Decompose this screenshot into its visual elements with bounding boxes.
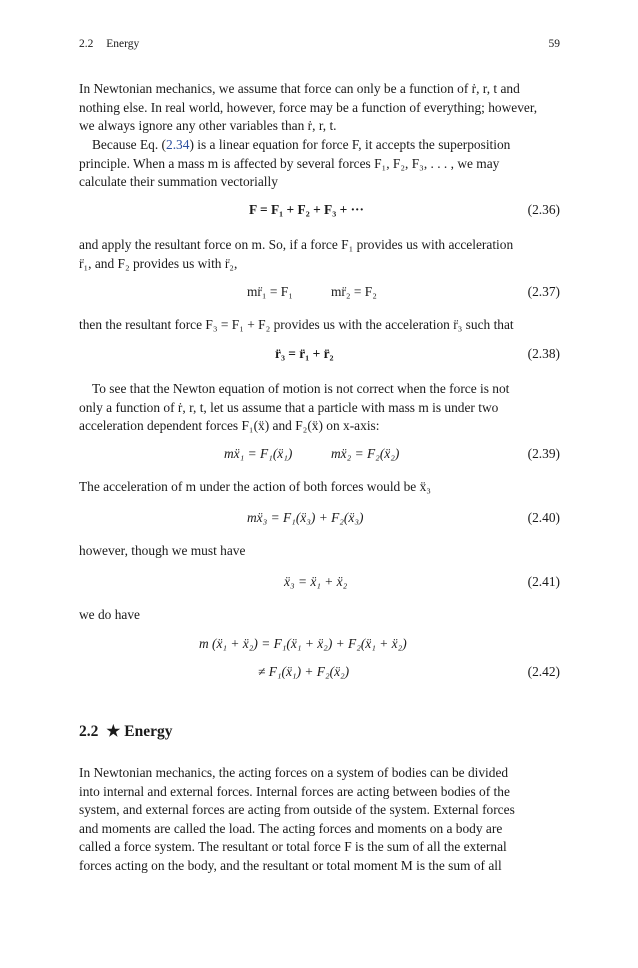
section-number: 2.2: [79, 723, 99, 740]
equation-2-42-line-2: [79, 664, 560, 684]
equation-body: ẍ₃ = ẍ₁ + ẍ₂: [284, 574, 348, 589]
paragraph-6: [79, 478, 560, 497]
text-line: system, and external forces are acting from outside of the system. External forces: [79, 802, 515, 818]
equation-body: m (ẍ₁ + ẍ₂) = F₁(ẍ₁ + ẍ₂) + F₂(ẍ₁ + ẍ₂): [199, 636, 407, 651]
running-header: [79, 38, 560, 54]
equation-number: (2.40): [527, 510, 560, 525]
text-line: into internal and external forces. Internal forces are acting between bodies of the: [79, 783, 510, 799]
header-section-title: Energy: [106, 38, 140, 50]
equation-number: (2.36): [527, 202, 560, 217]
equation-2-40: [79, 510, 560, 530]
equation-number: (2.42): [527, 664, 560, 679]
paragraph-5: [79, 380, 560, 436]
section-title: Energy: [124, 723, 173, 740]
paragraph-1: [79, 80, 560, 136]
equation-reference-link[interactable]: 2.34: [166, 137, 190, 152]
text-line: In Newtonian mechanics, we assume that force can only be a function of ṙ, r, t and: [79, 81, 520, 96]
text-line: r̈₁, and F₂ provides us with r̈₂,: [79, 255, 238, 271]
equation-left: mr̈₁ = F₁: [247, 284, 293, 299]
equation-body: r̈₃ = r̈₁ + r̈₂: [275, 346, 334, 361]
text-line: called a force system. The resultant or total force F is the sum of all the external: [79, 839, 507, 855]
equation-number: (2.37): [527, 284, 560, 299]
equation-2-42-line-1: [79, 636, 560, 656]
text-line: nothing else. In real world, however, force may be a function of everything; however,: [79, 99, 538, 115]
equation-body: mẍ₃ = F₁(ẍ₃) + F₂(ẍ₃): [247, 510, 364, 525]
page-number: 59: [548, 38, 560, 50]
equation-number: (2.39): [527, 446, 560, 461]
equation-2-36: [79, 202, 560, 222]
text-line: and moments are called the load. The acting forces and moments on a body are: [79, 820, 503, 836]
text-line: and apply the resultant force on m. So, if a force F₁ provides us with acceleration: [79, 237, 514, 252]
section-heading: [79, 722, 173, 741]
equation-number: (2.41): [527, 574, 560, 589]
equation-number: (2.38): [527, 346, 560, 361]
paragraph-4: [79, 316, 560, 335]
equation-2-39: [79, 446, 560, 466]
paragraph-7: [79, 542, 560, 561]
text-line: then the resultant force F₃ = F₁ + F₂ provides us with the acceleration r̈₃ such that: [79, 317, 514, 332]
equation-2-38: [79, 346, 560, 366]
text-line: calculate their summation vectorially: [79, 174, 278, 190]
text-line: principle. When a mass m is affected by several forces F₁, F₂, F₃, . . . , we may: [79, 155, 500, 171]
star-icon: ★: [106, 723, 121, 740]
paragraph-8: [79, 606, 560, 625]
equation-body: F = F₁ + F₂ + F₃ + ···: [249, 202, 364, 217]
paragraph-3: [79, 236, 560, 273]
equation-body: ≠ F₁(ẍ₁) + F₂(ẍ₂): [258, 664, 350, 679]
text-line: acceleration dependent forces F₁(ẍ) and F₂(ẍ) on x-axis:: [79, 418, 380, 434]
paragraph-2: Because Eq. (2.34) is a linear equation for force F, it accepts the superposition principle. When a mass m is affected by several forces F₁, F₂, F₃, . . . , we may calculate their summation vectorially: [79, 136, 560, 192]
text-line: To see that the Newton equation of motion is not correct when the force is not: [92, 381, 510, 396]
header-section-number: 2.2: [79, 38, 94, 50]
text-line: we always ignore any other variables than ṙ, r, t.: [79, 118, 337, 134]
text-line: we do have: [79, 607, 140, 622]
text-line: The acceleration of m under the action of both forces would be ẍ₃: [79, 479, 431, 494]
text-line: however, though we must have: [79, 543, 246, 558]
equation-right: mẍ₂ = F₂(ẍ₂): [331, 446, 400, 461]
text-line: forces acting on the body, and the resultant or total moment M is the sum of all: [79, 857, 502, 873]
text-line: In Newtonian mechanics, the acting forces on a system of bodies can be divided: [79, 765, 509, 780]
paragraph-9: [79, 764, 560, 876]
equation-2-37: [79, 284, 560, 304]
text-line: only a function of ṙ, r, t, let us assume that a particle with mass m is under two: [79, 399, 499, 415]
equation-2-41: [79, 574, 560, 594]
equation-left: mẍ₁ = F₁(ẍ₁): [224, 446, 293, 461]
equation-right: mr̈₂ = F₂: [331, 284, 377, 299]
